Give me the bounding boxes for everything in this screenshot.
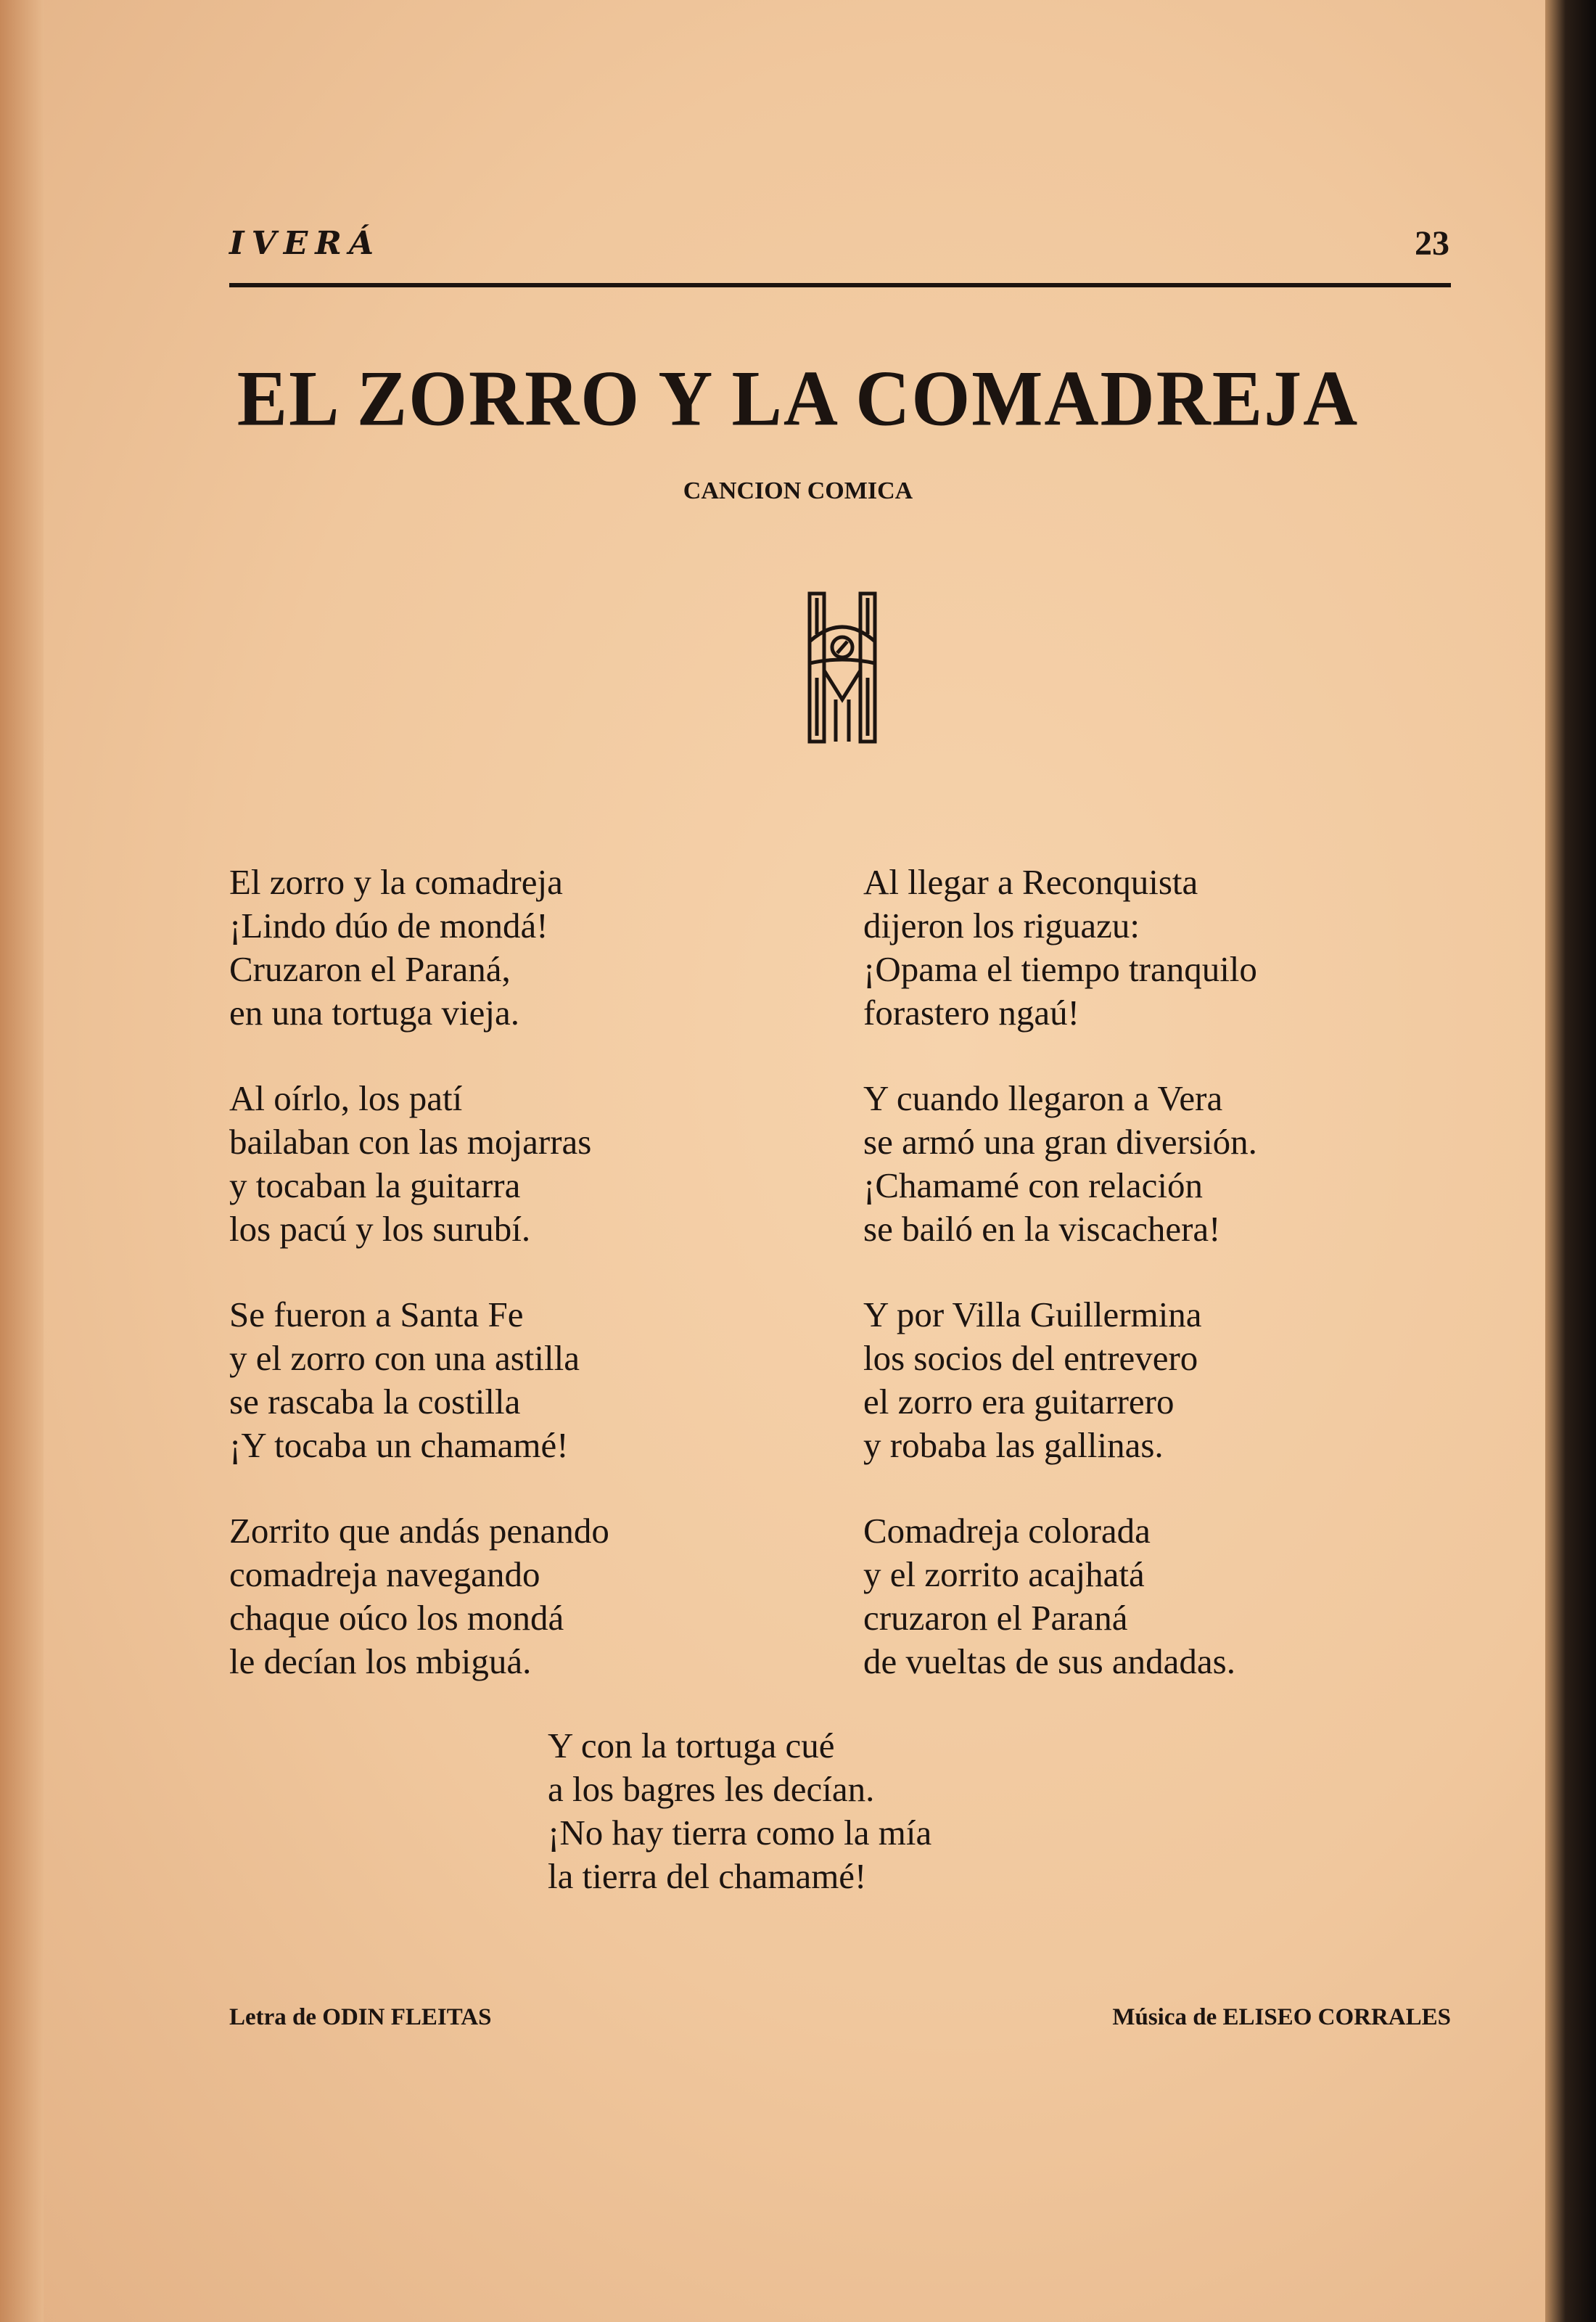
stanza bbox=[863, 1077, 1257, 1251]
verse-line: Al oírlo, los patí bbox=[229, 1078, 463, 1118]
stanza bbox=[229, 1077, 609, 1251]
running-title: IVERÁ bbox=[229, 225, 381, 262]
verse-line: y robaba las gallinas. bbox=[863, 1425, 1164, 1465]
verse-line: dijeron los riguazu: bbox=[863, 906, 1140, 945]
header-rule bbox=[229, 283, 1451, 287]
verse-line: en una tortuga vieja. bbox=[229, 993, 520, 1033]
verse-line: ¡No hay tierra como la mía bbox=[548, 1813, 932, 1853]
verse-line: Y por Villa Guillermina bbox=[863, 1295, 1202, 1334]
verse-line: la tierra del chamamé! bbox=[548, 1856, 867, 1896]
stanza bbox=[863, 1293, 1257, 1467]
verse-line: y tocaban la guitarra bbox=[229, 1165, 521, 1205]
verse-line: chaque oúco los mondá bbox=[229, 1598, 564, 1638]
stanza bbox=[229, 1509, 609, 1683]
verse-line: los socios del entrevero bbox=[863, 1338, 1198, 1378]
stanza bbox=[863, 1509, 1257, 1683]
left-column bbox=[229, 861, 609, 1726]
verse-line: El zorro y la comadreja bbox=[229, 862, 563, 902]
final-stanza bbox=[548, 1724, 931, 1898]
verse-line: Al llegar a Reconquista bbox=[863, 862, 1198, 902]
page-number: 23 bbox=[1415, 224, 1449, 263]
verse-line: se armó una gran diversión. bbox=[863, 1122, 1257, 1162]
page-right-edge bbox=[1545, 0, 1596, 2322]
verse-line: Cruzaron el Paraná, bbox=[229, 949, 511, 989]
stanza bbox=[229, 1293, 609, 1467]
verse-line: de vueltas de sus andadas. bbox=[863, 1641, 1235, 1681]
page-left-edge bbox=[0, 0, 44, 2322]
verse-line: Comadreja colorada bbox=[863, 1511, 1151, 1551]
verse-line: ¡Chamamé con relación bbox=[863, 1165, 1204, 1205]
verse-line: cruzaron el Paraná bbox=[863, 1598, 1128, 1638]
lyrics-credit: Letra de ODIN FLEITAS bbox=[229, 2004, 492, 2030]
verse-line: los pacú y los surubí. bbox=[229, 1209, 531, 1249]
verse-line: ¡Lindo dúo de mondá! bbox=[229, 906, 548, 945]
music-credit: Música de ELISEO CORRALES bbox=[1112, 2004, 1451, 2030]
monogram-ornament-icon bbox=[807, 591, 878, 744]
song-title: EL ZORRO Y LA COMADREJA bbox=[236, 355, 1360, 443]
verse-line: le decían los mbiguá. bbox=[229, 1641, 532, 1681]
right-column bbox=[863, 861, 1257, 1726]
verse-line: comadreja navegando bbox=[229, 1554, 540, 1594]
verse-line: Se fueron a Santa Fe bbox=[229, 1295, 524, 1334]
verse-line: se rascaba la costilla bbox=[229, 1382, 521, 1421]
verse-line: y el zorrito acajhatá bbox=[863, 1554, 1145, 1594]
verse-line: Y cuando llegaron a Vera bbox=[863, 1078, 1223, 1118]
verse-line: ¡Y tocaba un chamamé! bbox=[229, 1425, 569, 1465]
verse-line: se bailó en la viscachera! bbox=[863, 1209, 1221, 1249]
verse-line: Y con la tortuga cué bbox=[548, 1726, 835, 1765]
verse-line: forastero ngaú! bbox=[863, 993, 1079, 1033]
verse-line: ¡Opama el tiempo tranquilo bbox=[863, 949, 1257, 989]
verse-line: bailaban con las mojarras bbox=[229, 1122, 592, 1162]
verse-line: a los bagres les decían. bbox=[548, 1769, 875, 1809]
verse-line: y el zorro con una astilla bbox=[229, 1338, 580, 1378]
stanza bbox=[229, 861, 609, 1035]
stanza bbox=[863, 861, 1257, 1035]
verse-line: Zorrito que andás penando bbox=[229, 1511, 609, 1551]
song-subtitle: CANCION COMICA bbox=[683, 477, 913, 504]
verse-line: el zorro era guitarrero bbox=[863, 1382, 1175, 1421]
